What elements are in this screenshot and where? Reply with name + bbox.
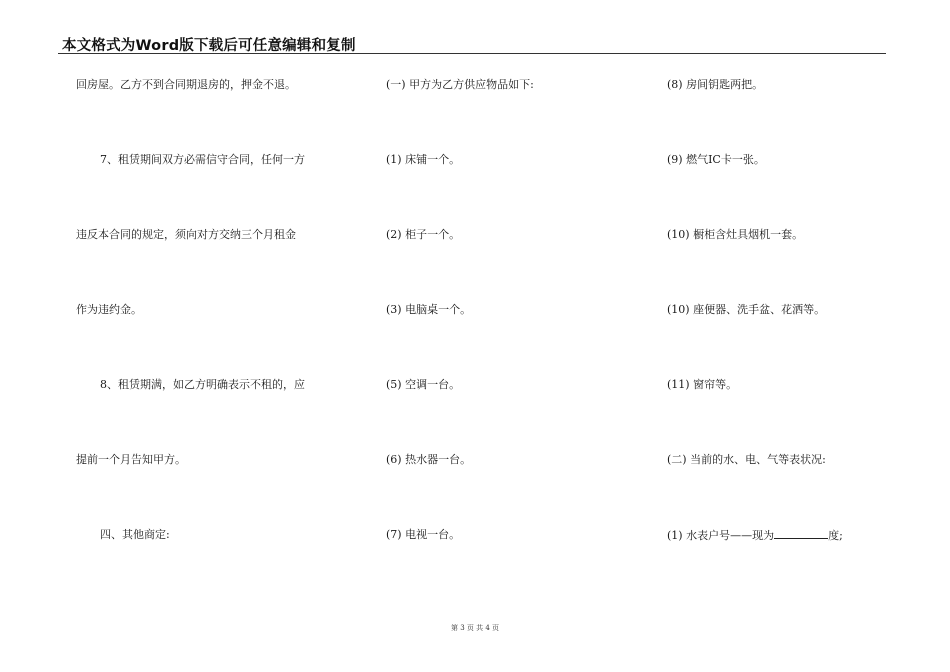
water-meter-suffix: 度; [828,529,843,542]
page-number: 第 3 页 共 4 页 [450,624,500,632]
list-item: (5) 空调一台。 [386,378,461,391]
list-item: (6) 热水器一台。 [386,453,472,466]
left-column [76,76,356,601]
list-item: (2) 柜子一个。 [386,228,461,241]
page-header-title: 本文格式为Word版下载后可任意编辑和复制 [62,38,356,54]
header-divider [58,53,886,54]
list-item: (7) 电视一台。 [386,528,461,541]
text-line: 提前一个月告知甲方。 [76,453,186,466]
text-line: 回房屋。乙方不到合同期退房的，押金不退。 [76,78,296,91]
text-line: 作为违约金。 [76,303,142,316]
middle-column [386,76,646,601]
text-line: 7、租赁期间双方必需信守合同，任何一方 [100,153,305,166]
water-meter-line [667,526,897,601]
section-heading: 四、其他商定: [100,528,170,541]
list-item: (3) 电脑桌一个。 [386,303,472,316]
right-column [667,76,897,601]
section-heading: (二) 当前的水、电、气等表状况: [667,453,826,466]
text-line: 违反本合同的规定，须向对方交纳三个月租金 [76,228,296,241]
fill-in-blank [774,526,828,539]
list-item: (1) 床铺一个。 [386,153,461,166]
list-item: (10) 座便器、洗手盆、花洒等。 [667,303,826,316]
list-item: (8) 房间钥匙两把。 [667,78,764,91]
section-heading: (一) 甲方为乙方供应物品如下: [386,78,534,91]
list-item: (11) 窗帘等。 [667,378,738,391]
text-line: 8、租赁期满，如乙方明确表示不租的，应 [100,378,305,391]
water-meter-prefix: (1) 水表户号——现为 [667,529,775,542]
list-item: (9) 燃气IC卡一张。 [667,153,765,166]
list-item: (10) 橱柜含灶具烟机一套。 [667,228,804,241]
